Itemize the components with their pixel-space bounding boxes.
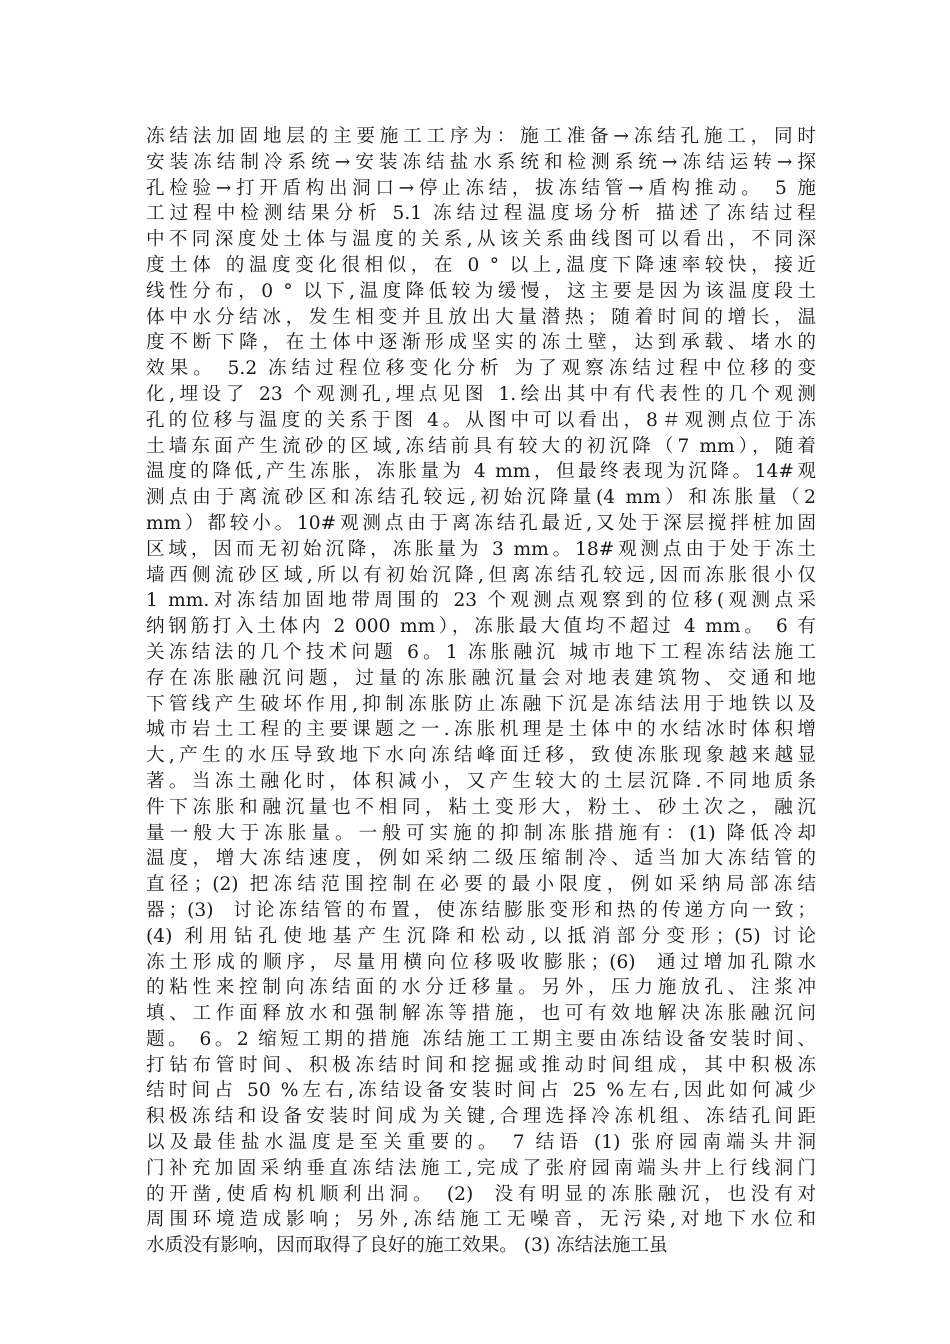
- text-line: 冻土形成的顺序，尽量用横向位移吸收膨胀；(6) 通过增加孔隙水: [146, 951, 816, 973]
- text-line: 的开凿,使盾构机顺利出洞。 (2) 没有明显的冻胀融沉，也没有对: [146, 1183, 816, 1205]
- text-line: 线性分布，0 ° 以下,温度降低较为缓慢，这主要是因为该温度段土: [146, 280, 816, 302]
- text-line: 土墙东面产生流砂的区域,冻结前具有较大的初沉降（7 mm），随着: [146, 435, 816, 457]
- text-line: 温度的降低,产生冻胀，冻胀量为 4 mm，但最终表现为沉降。14#观: [146, 461, 816, 483]
- text-line: 填、工作面释放水和强制解冻等措施，也可有效地解决冻胀融沉问: [146, 1003, 816, 1025]
- text-line: 体中水分结冰，发生相变并且放出大量潜热；随着时间的增长，温: [146, 306, 816, 328]
- text-line: 化,埋设了 23 个观测孔,埋点见图 1.绘出其中有代表性的几个观测: [146, 383, 816, 405]
- text-line: 题。 6。2 缩短工期的措施 冻结施工工期主要由冻结设备安装时间、: [146, 1028, 816, 1050]
- text-line: 存在冻胀融沉问题，过量的冻胀融沉量会对地表建筑物、交通和地: [146, 667, 816, 689]
- text-line: 水质没有影响，因而取得了良好的施工效果。 (3) 冻结法施工虽: [146, 1235, 668, 1257]
- text-line: 度不断下降，在土体中逐渐形成坚实的冻土壁，达到承载、堵水的: [146, 332, 816, 354]
- text-line: 效果。 5.2 冻结过程位移变化分析 为了观察冻结过程中位移的变: [146, 358, 816, 380]
- text-line: 温度，增大冻结速度，例如采纳二级压缩制冷、适当加大冻结管的: [146, 848, 816, 870]
- text-line: 墙西侧流砂区域,所以有初始沉降,但离冻结孔较远,因而冻胀很小仅: [146, 564, 816, 586]
- text-line: mm）都较小。10#观测点由于离冻结孔最近,又处于深层搅拌桩加固: [146, 512, 816, 534]
- text-line: 安装冻结制冷系统→安装冻结盐水系统和检测系统→冻结运转→探: [146, 151, 816, 173]
- text-line: 直径；(2) 把冻结范围控制在必要的最小限度，例如采纳局部冻结: [146, 874, 816, 896]
- text-line: 中不同深度处土体与温度的关系,从该关系曲线图可以看出，不同深: [146, 229, 816, 251]
- text-line: 门补充加固采纳垂直冻结法施工,完成了张府园南端头井上行线洞门: [146, 1157, 816, 1179]
- text-line: 结时间占 50 %左右,冻结设备安装时间占 25 %左右,因此如何减少: [146, 1080, 816, 1102]
- text-line: 周围环境造成影响；另外,冻结施工无噪音，无污染,对地下水位和: [146, 1209, 816, 1231]
- text-line: 著。当冻土融化时，体积减小，又产生较大的土层沉降.不同地质条: [146, 770, 816, 792]
- text-line: 大,产生的水压导致地下水向冻结峰面迁移，致使冻胀现象越来越显: [146, 745, 816, 767]
- body-paragraph: [146, 124, 816, 1259]
- text-line: 工过程中检测结果分析 5.1 冻结过程温度场分析 描述了冻结过程: [146, 203, 816, 225]
- text-line: 测点由于离流砂区和冻结孔较远,初始沉降量(4 mm）和冻胀量（2: [146, 487, 816, 509]
- text-line: 城市岩土工程的主要课题之一.冻胀机理是土体中的水结冰时体积增: [146, 719, 816, 741]
- text-line: 以及最佳盐水温度是至关重要的。 7 结语 (1) 张府园南端头井洞: [146, 1132, 816, 1154]
- text-line: 孔的位移与温度的关系于图 4。从图中可以看出，8＃观测点位于冻: [146, 409, 816, 431]
- text-line: 积极冻结和设备安装时间成为关键,合理选择冷冻机组、冻结孔间距: [146, 1106, 816, 1128]
- text-line: 下管线产生破坏作用,抑制冻胀防止冻融下沉是冻结法用于地铁以及: [146, 693, 816, 715]
- text-line: 件下冻胀和融沉量也不相同，粘土变形大，粉土、砂土次之，融沉: [146, 796, 816, 818]
- text-line: 的粘性来控制向冻结面的水分迁移量。另外，压力施放孔、注浆冲: [146, 977, 816, 999]
- text-line: 关冻结法的几个技术问题 6。1 冻胀融沉 城市地下工程冻结法施工: [146, 641, 816, 663]
- text-line: 区域，因而无初始沉降，冻胀量为 3 mm。18#观测点由于处于冻土: [146, 538, 816, 560]
- text-line: 量一般大于冻胀量。一般可实施的抑制冻胀措施有：(1) 降低冷却: [146, 822, 816, 844]
- text-line: 1 mm.对冻结加固地带周围的 23 个观测点观察到的位移(观测点采: [146, 590, 816, 612]
- text-line: 度土体 的温度变化很相似，在 0 ° 以上,温度下降速率较快，接近: [146, 254, 816, 276]
- text-line: 器；(3) 讨论冻结管的布置，使冻结膨胀变形和热的传递方向一致；: [146, 899, 816, 921]
- text-line: 纳钢筋打入土体内 2 000 mm），冻胀最大值均不超过 4 mm。 6 有: [146, 616, 816, 638]
- text-line: 冻结法加固地层的主要施工工序为：施工准备→冻结孔施工，同时: [146, 126, 816, 147]
- text-line: 孔检验→打开盾构出洞口→停止冻结，拔冻结管→盾构推动。 5 施: [146, 177, 816, 199]
- text-line: (4) 利用钻孔使地基产生沉降和松动,以抵消部分变形；(5) 讨论: [146, 925, 816, 947]
- text-line: 打钻布管时间、积极冻结时间和挖掘或推动时间组成，其中积极冻: [146, 1054, 816, 1076]
